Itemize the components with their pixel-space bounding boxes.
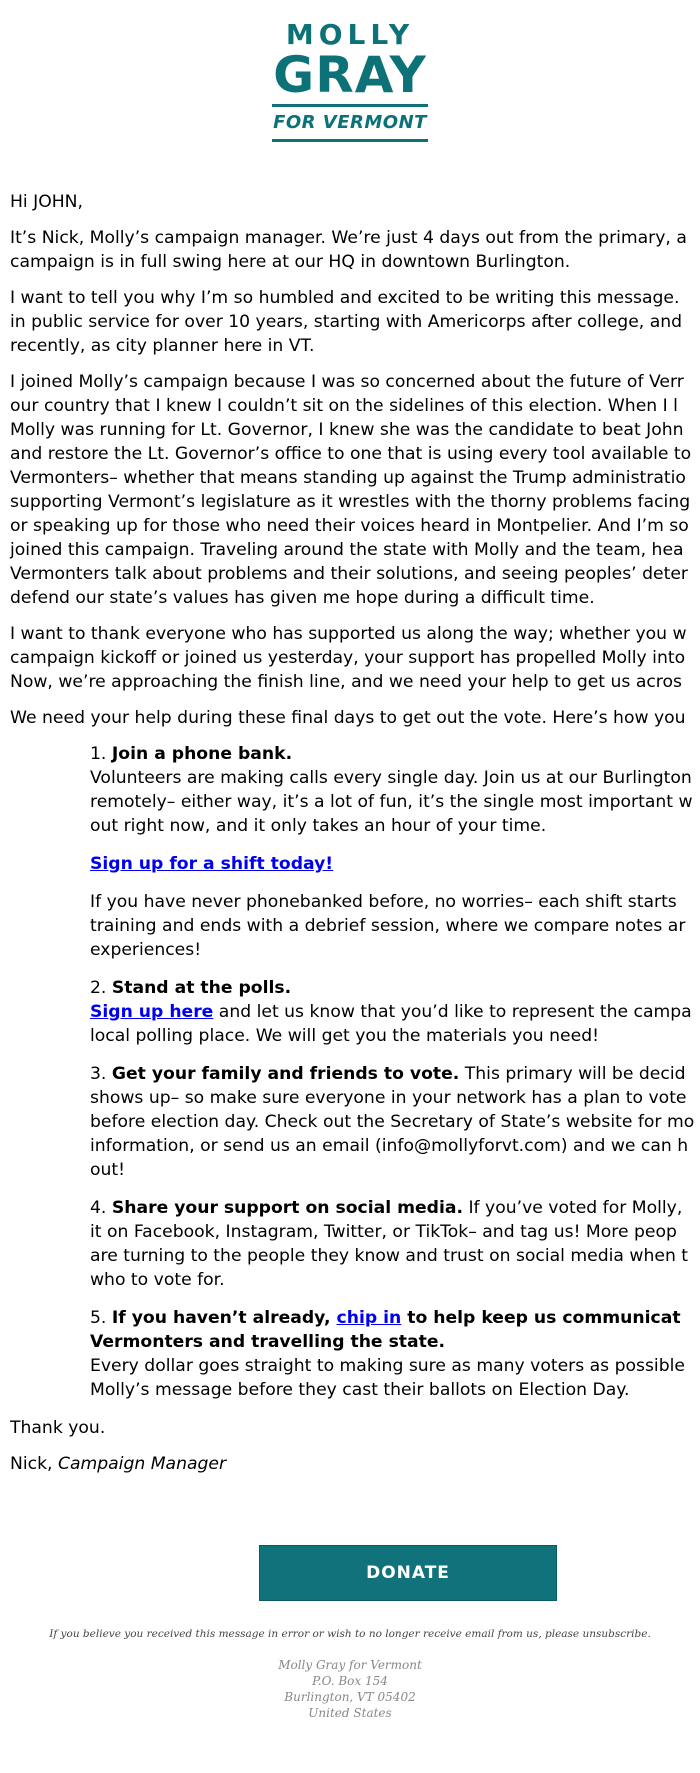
list-item-family-vote: 3. Get your family and friends to vote. This primary will be decid shows up– so make sure everyone in your network has a plan to vote before election day. Check out the Secretary of State’s website for mo information, or send us an email (info@mollyforvt.com) and we can h out! [90,1064,695,1180]
logo-first-name: MOLLY [285,18,415,51]
sign-up-here-link[interactable]: Sign up here [90,1002,214,1022]
signature-title: Campaign Manager [57,1454,227,1474]
logo-tagline: FOR VERMONT [273,112,427,133]
sign-up-shift-link[interactable]: Sign up for a shift today! [90,854,334,874]
closing: Thank you. [10,1418,106,1438]
mailing-address: Molly Gray for Vermont P.O. Box 154 Burlington, VT 05402 United States [278,1658,422,1720]
greeting: Hi JOHN, [10,192,84,212]
unsubscribe-note[interactable]: If you believe you received this message in error or wish to no longer receive email from us, please unsubscribe. [49,1628,651,1640]
list-item-polls: 2. Stand at the polls. Sign up here and let us know that you’d like to represent the campa local polling place. We will get you the materials you need! [90,978,692,1046]
call-to-action-intro: We need your help during these final days to get out the vote. Here’s how you [10,708,686,728]
donate-wrapper [259,1545,557,1601]
signature: Nick, Campaign Manager [10,1454,227,1474]
why-joined-paragraph: I joined Molly’s campaign because I was so concerned about the future of Verr our country that I knew I couldn’t sit on the sidelines of this election. When I l Molly was running for Lt. Governor, I knew she was the candidate to beat John and restore the Lt. Governor’s office to one that is using every tool available to Vermonters– whether that means standing up against the Trump administratio supporting Vermont’s legislature as it wrestles with the thorny problems facing or speaking up for those who need their voices heard in Montpelier. And I’m so joined this campaign. Traveling around the state with Molly and the team, hea Vermonters talk about problems and their solutions, and seeing peoples’ deter defend our state’s values has given me hope during a difficult time. [10,372,692,608]
list-item-social-media: 4. Share your support on social media. If you’ve voted for Molly, it on Facebook, Instagram, Twitter, or TikTok– and tag us! More peop are turning to the people they know and trust on social media when t who to vote for. [90,1198,689,1290]
intro-paragraph: It’s Nick, Molly’s campaign manager. We’re just 4 days out from the primary, a campaign is in full swing here at our HQ in downtown Burlington. [10,228,687,272]
email-body [10,190,700,1488]
logo-last-name: GRAY [273,46,427,104]
action-list [90,742,700,1402]
chip-in-link[interactable]: chip in [336,1308,402,1328]
logo-rule-bottom [272,139,428,142]
background-paragraph: I want to tell you why I’m so humbled and excited to be writing this message. in public service for over 10 years, starting with Americorps after college, and recently, as city planner here in VT. [10,288,683,356]
list-item-chip-in: 5. If you haven’t already, chip in to help keep us communicat Vermonters and travelling the state. Every dollar goes straight to making sure as many voters as possible Molly’s message before they cast their ballots on Election Day. [90,1308,685,1400]
donate-button[interactable]: DONATE [259,1545,557,1601]
logo-rule-top [272,104,428,107]
thanks-paragraph: I want to thank everyone who has supported us along the way; whether you w campaign kickoff or joined us yesterday, your support has propelled Molly into Now, we’re approaching the finish line, and we need your help to get us acros [10,624,687,692]
campaign-logo [0,0,700,142]
list-item-phone-bank: 1. Join a phone bank. Volunteers are making calls every single day. Join us at our Burlington remotely– either way, it’s a lot of fun, it’s the single most important w out right now, and it only takes an hour of your time. [90,744,693,836]
phone-bank-training-note: If you have never phonebanked before, no worries– each shift starts training and ends with a debrief session, where we compare notes ar experiences! [90,892,686,960]
phone-bank-link-row [90,852,700,876]
